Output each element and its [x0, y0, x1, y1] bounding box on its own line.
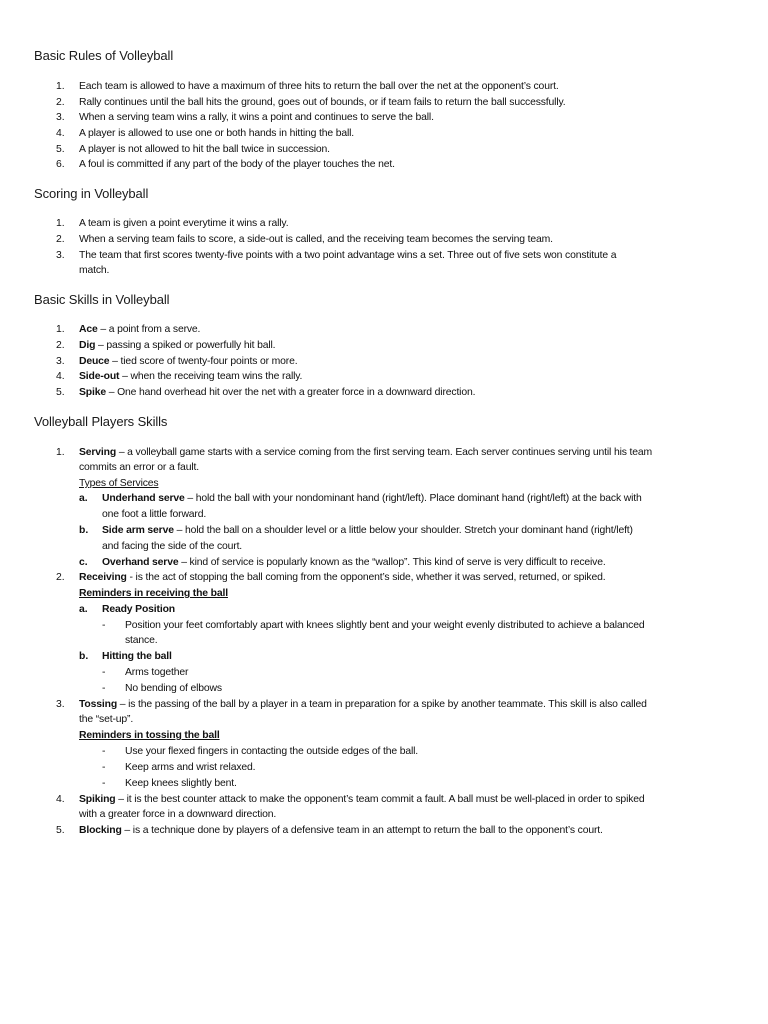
skill-number: 2.: [56, 340, 65, 351]
players-skill-number: 4.: [56, 794, 65, 805]
serving-definition-continued: commits an error or a fault.: [79, 462, 199, 473]
service-type-definition: – kind of service is popularly known as the “wallop”. This kind of serve is very difficult to receive.: [178, 557, 606, 568]
rule-number: 2.: [56, 97, 65, 108]
ready-position-title: Ready Position: [102, 604, 175, 615]
bullet-dash: -: [102, 778, 106, 789]
ready-position-continued: stance.: [125, 635, 158, 646]
blocking-definition: – is a technique done by players of a defensive team in an attempt to return the ball to the opponent’s court.: [121, 825, 603, 836]
serving-term: Serving: [79, 447, 117, 458]
skill-term: Side-out: [79, 371, 120, 382]
skill-definition: – when the receiving team wins the rally.: [119, 371, 303, 382]
heading-basic-skills: Basic Skills in Volleyball: [34, 292, 170, 307]
rule-text: Rally continues until the ball hits the ground, goes out of bounds, or if team fails to return the ball successfully.: [79, 97, 566, 108]
skill-number: 5.: [56, 387, 65, 398]
bullet-dash: -: [102, 620, 106, 631]
spiking-definition: – it is the best counter attack to make the opponent’s team commit a fault. A ball must be well-placed in order to spiked: [115, 794, 645, 805]
scoring-text: A team is given a point everytime it wins a rally.: [79, 218, 289, 229]
skill-item: [79, 369, 302, 384]
blocking-item: [79, 823, 603, 838]
tossing-definition: – is the passing of the ball by a player in a team in preparation for a spike by another teammate. This skill is also called: [117, 699, 647, 710]
skill-term: Deuce: [79, 356, 110, 367]
skill-item: [79, 385, 475, 400]
scoring-text: When a serving team fails to score, a side-out is called, and the receiving team becomes the serving team.: [79, 234, 553, 245]
skill-term: Spike: [79, 387, 106, 398]
players-skill-number: 2.: [56, 572, 65, 583]
service-type-item: [102, 523, 633, 538]
service-type-item: [102, 555, 606, 570]
skill-item: [79, 322, 200, 337]
service-type-definition: – hold the ball on a shoulder level or a little below your shoulder. Stretch your dominant hand (right/left): [173, 525, 633, 536]
scoring-number: 2.: [56, 234, 65, 245]
hitting-ball-text: No bending of elbows: [125, 683, 222, 694]
rule-number: 5.: [56, 144, 65, 155]
heading-basic-rules: Basic Rules of Volleyball: [34, 48, 174, 63]
skill-number: 1.: [56, 324, 65, 335]
serving-item: [79, 445, 652, 460]
service-type-term: Underhand serve: [102, 493, 185, 504]
skill-term: Ace: [79, 324, 98, 335]
service-letter: b.: [79, 525, 89, 536]
rule-number: 1.: [56, 81, 65, 92]
receiving-reminders-label: Reminders in receiving the ball: [79, 588, 228, 599]
scoring-number: 3.: [56, 250, 65, 261]
rule-number: 4.: [56, 128, 65, 139]
tossing-definition-continued: the “set-up”.: [79, 714, 134, 725]
scoring-number: 1.: [56, 218, 65, 229]
spiking-item: [79, 792, 645, 807]
scoring-text-continued: match.: [79, 265, 110, 276]
service-letter: a.: [79, 493, 88, 504]
rule-text: A player is not allowed to hit the ball twice in succession.: [79, 144, 330, 155]
types-of-services-label: Types of Services: [79, 478, 159, 489]
skill-definition: – One hand overhead hit over the net with a greater force in a downward direction.: [105, 387, 476, 398]
skill-definition: – a point from a serve.: [97, 324, 201, 335]
spiking-definition-continued: with a greater force in a downward direction.: [79, 809, 277, 820]
skill-definition: – passing a spiked or powerfully hit ball.: [95, 340, 276, 351]
tossing-item: [79, 697, 647, 712]
receiving-item: [79, 570, 605, 585]
hitting-ball-title: Hitting the ball: [102, 651, 172, 662]
receiving-definition: - is the act of stopping the ball coming from the opponent’s side, whether it was served, returned, or spiked.: [126, 572, 606, 583]
tossing-reminders-label: Reminders in tossing the ball: [79, 730, 220, 741]
service-type-term: Side arm serve: [102, 525, 174, 536]
ready-position-text: Position your feet comfortably apart with knees slightly bent and your weight evenly distributed to achieve a balanced: [125, 620, 645, 631]
service-type-definition: – hold the ball with your nondominant hand (right/left). Place dominant hand (right/left) at the back with: [184, 493, 642, 504]
service-type-continued: one foot a little forward.: [102, 509, 207, 520]
rule-text: A player is allowed to use one or both hands in hitting the ball.: [79, 128, 355, 139]
hitting-ball-text: Arms together: [125, 667, 189, 678]
skill-definition: – tied score of twenty-four points or more.: [109, 356, 298, 367]
tossing-term: Tossing: [79, 699, 118, 710]
tossing-reminder: Keep knees slightly bent.: [125, 778, 237, 789]
rule-text: Each team is allowed to have a maximum of three hits to return the ball over the net at the opponent’s court.: [79, 81, 559, 92]
rule-number: 6.: [56, 159, 65, 170]
players-skill-number: 1.: [56, 447, 65, 458]
bullet-dash: -: [102, 667, 106, 678]
bullet-dash: -: [102, 746, 106, 757]
skill-item: [79, 338, 275, 353]
bullet-dash: -: [102, 683, 106, 694]
heading-scoring: Scoring in Volleyball: [34, 186, 149, 201]
receiving-term: Receiving: [79, 572, 127, 583]
serving-definition: – a volleyball game starts with a service coming from the first serving team. Each server continues serving until his team: [116, 447, 653, 458]
skill-number: 3.: [56, 356, 65, 367]
skill-term: Dig: [79, 340, 96, 351]
skill-item: [79, 354, 297, 369]
blocking-term: Blocking: [79, 825, 122, 836]
receiving-letter: a.: [79, 604, 88, 615]
skill-number: 4.: [56, 371, 65, 382]
players-skill-number: 3.: [56, 699, 65, 710]
rule-number: 3.: [56, 112, 65, 123]
service-type-item: [102, 491, 642, 506]
receiving-letter: b.: [79, 651, 89, 662]
tossing-reminder: Use your flexed fingers in contacting the outside edges of the ball.: [125, 746, 419, 757]
rule-text: A foul is committed if any part of the body of the player touches the net.: [79, 159, 395, 170]
service-type-term: Overhand serve: [102, 557, 179, 568]
scoring-text: The team that first scores twenty-five points with a two point advantage wins a set. Three out of five sets won constitute a: [79, 250, 617, 261]
service-type-continued: and facing the side of the court.: [102, 541, 243, 552]
spiking-term: Spiking: [79, 794, 116, 805]
bullet-dash: -: [102, 762, 106, 773]
service-letter: c.: [79, 557, 88, 568]
heading-players-skills: Volleyball Players Skills: [34, 414, 168, 429]
players-skill-number: 5.: [56, 825, 65, 836]
rule-text: When a serving team wins a rally, it wins a point and continues to serve the ball.: [79, 112, 434, 123]
tossing-reminder: Keep arms and wrist relaxed.: [125, 762, 256, 773]
